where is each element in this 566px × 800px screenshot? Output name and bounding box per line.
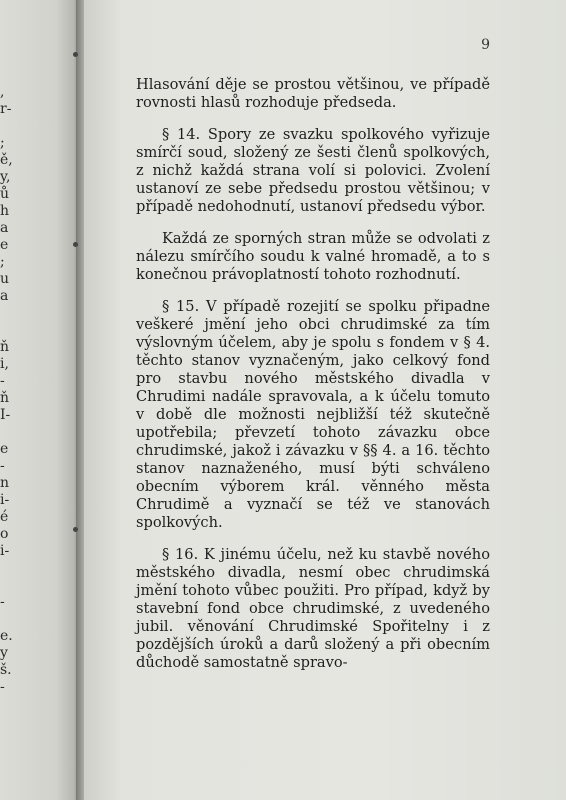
left-fragment: e (0, 237, 9, 253)
left-fragment: u (0, 271, 10, 287)
left-fragment: a (0, 220, 9, 236)
left-fragment: ň (0, 339, 10, 355)
left-fragment: a (0, 288, 9, 304)
left-fragment: h (0, 203, 10, 219)
left-fragment: n (0, 475, 10, 491)
left-fragment: e. (0, 628, 13, 644)
left-fragment: i- (0, 492, 10, 508)
left-fragment: - (0, 594, 5, 610)
left-fragment: ů (0, 186, 10, 202)
left-fragment: y (0, 645, 8, 661)
left-page-edge (0, 0, 80, 800)
left-fragment: ě, (0, 152, 13, 168)
left-fragment: - (0, 373, 5, 389)
left-fragment (0, 424, 16, 441)
left-fragment: - (0, 679, 5, 695)
left-fragment (0, 322, 16, 339)
page-body (136, 76, 490, 684)
left-fragment: y, (0, 169, 11, 185)
left-fragment: i, (0, 356, 9, 372)
binding-hole (73, 52, 78, 57)
paragraph-appeal: Každá ze sporných stran může se odvolati z nálezu smírčího soudu k valné hromadě, a to s konečnou právoplatností tohoto rozhodnutí. (136, 230, 490, 283)
left-fragment: ; (0, 254, 5, 270)
left-fragment: š. (0, 662, 12, 678)
left-fragment: , (0, 84, 5, 100)
left-fragment: i- (0, 543, 10, 559)
left-fragment (0, 305, 16, 322)
paragraph-section-14: § 14. Spory ze svazku spolkového vyřizuje smírčí soud, složený ze šesti členů spolkových, z nichž každá strana volí si polovici. Zvolení ustanoví ze sebe předsedu prostou většinou; v případě nedohodnutí, ustanoví předsedu výbor. (136, 126, 490, 215)
left-fragment: o (0, 526, 9, 542)
left-fragment (0, 611, 16, 628)
left-fragment: é (0, 509, 9, 525)
binding-hole (73, 242, 78, 247)
left-fragment (0, 560, 16, 577)
left-fragment (0, 577, 16, 594)
left-fragment: r- (0, 101, 12, 117)
left-fragment: - (0, 458, 5, 474)
left-fragment: I- (0, 407, 11, 423)
left-fragment (0, 118, 16, 135)
left-fragment: e (0, 441, 9, 457)
left-fragment: ; (0, 135, 5, 151)
paragraph-voting: Hlasování děje se prostou většinou, ve případě rovnosti hlasů rozhoduje předseda. (136, 76, 490, 111)
paragraph-section-15: § 15. V případě rozejití se spolku připadne veškeré jmění jeho obci chrudimské za tím výslovným účelem, aby je spolu s fondem v § 4. těchto stanov vyznačeným, jako celkový fond pro stavbu nového městského divadla v Chrudimi nadále spravovala, a k účelu tomuto v době dle možnosti nejbližší též skutečně upotřebila; převzetí tohoto závazku obce chrudimské, jakož i závazku v §§ 4. a 16. těchto stanov naznaženého, musí býti schváleno obecním výborem král. věnného města Chrudimě a vyznačí se též ve stanovách spolkových. (136, 298, 490, 531)
paragraph-section-16: § 16. K jinému účelu, než ku stavbě nového městského divadla, nesmí obec chrudimská jmění tohoto vůbec použiti. Pro případ, když by stavební fond obce chrudimské, z uvedeného jubil. věnování Chrudimské Spořitelny i z pozdějších úroků a darů složený a při obecním důchodě samostatně spravo- (136, 546, 490, 671)
left-page-text-fragments (0, 84, 16, 696)
left-fragment: ň (0, 390, 10, 406)
binding-hole (73, 527, 78, 532)
page-number: 9 (481, 37, 490, 53)
